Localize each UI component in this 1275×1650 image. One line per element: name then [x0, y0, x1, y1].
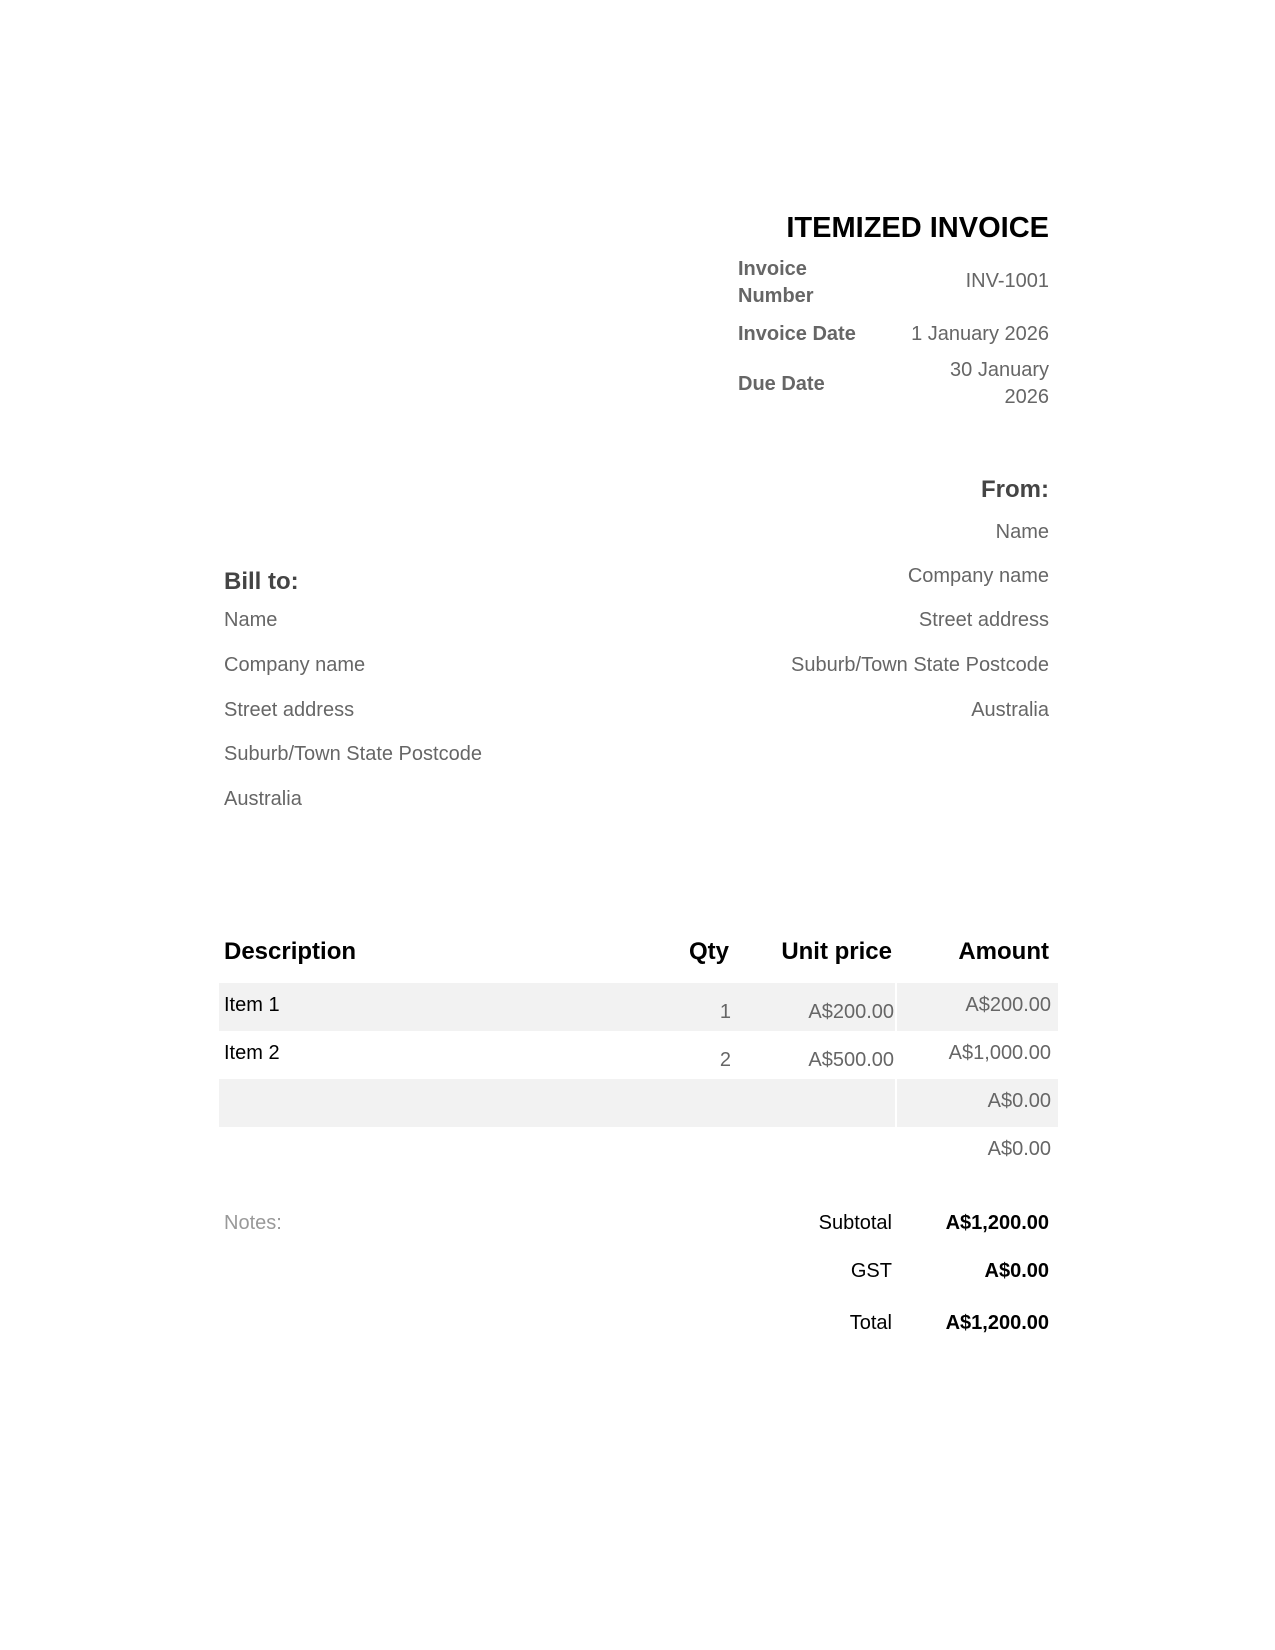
total-label: Total	[849, 1312, 892, 1334]
item-description: Item 1	[224, 994, 280, 1016]
row-shade	[219, 1079, 895, 1127]
from-street: Street address	[918, 609, 1049, 631]
row-shade	[219, 983, 895, 1031]
subtotal-label: Subtotal	[818, 1212, 892, 1234]
column-header-description: Description	[224, 938, 357, 965]
from-name: Name	[995, 521, 1049, 543]
item-qty: 2	[719, 1049, 731, 1071]
invoice-number-label: Invoice Number	[738, 258, 814, 307]
item-unit-price: A$500.00	[808, 1049, 894, 1071]
invoice-number-value: INV-1001	[965, 270, 1049, 292]
item-amount: A$0.00	[987, 1090, 1051, 1112]
from-country: Australia	[971, 699, 1049, 721]
item-amount: A$1,000.00	[948, 1042, 1051, 1064]
column-header-amount: Amount	[958, 938, 1049, 965]
table-row	[219, 1079, 1058, 1127]
table-row	[219, 983, 1058, 1031]
item-amount: A$200.00	[965, 994, 1051, 1016]
gst-value: A$0.00	[984, 1260, 1049, 1282]
due-date-value: 30 January 2026	[950, 359, 1049, 408]
item-description: Item 2	[224, 1042, 280, 1064]
from-heading: From:	[981, 476, 1049, 503]
bill-to-company: Company name	[224, 654, 366, 676]
item-unit-price: A$200.00	[808, 1001, 894, 1023]
column-header-qty: Qty	[688, 938, 729, 965]
bill-to-country: Australia	[224, 788, 302, 810]
invoice-title: ITEMIZED INVOICE	[786, 212, 1049, 244]
invoice-date-value: 1 January 2026	[911, 323, 1049, 345]
notes-label: Notes:	[224, 1212, 282, 1234]
invoice-date-label: Invoice Date	[738, 323, 856, 345]
from-suburb: Suburb/Town State Postcode	[791, 654, 1049, 676]
item-amount: A$0.00	[987, 1138, 1051, 1160]
total-value: A$1,200.00	[945, 1312, 1049, 1334]
from-company: Company name	[907, 565, 1049, 587]
column-header-unit-price: Unit price	[781, 938, 892, 965]
table-row	[219, 1031, 1058, 1079]
bill-to-name: Name	[224, 609, 278, 631]
due-date-label: Due Date	[738, 373, 825, 395]
bill-to-heading: Bill to:	[224, 568, 299, 595]
bill-to-street: Street address	[224, 699, 355, 721]
table-row	[219, 1127, 1058, 1175]
bill-to-suburb: Suburb/Town State Postcode	[224, 743, 482, 765]
gst-label: GST	[850, 1260, 892, 1282]
item-qty: 1	[719, 1001, 731, 1023]
subtotal-value: A$1,200.00	[945, 1212, 1049, 1234]
